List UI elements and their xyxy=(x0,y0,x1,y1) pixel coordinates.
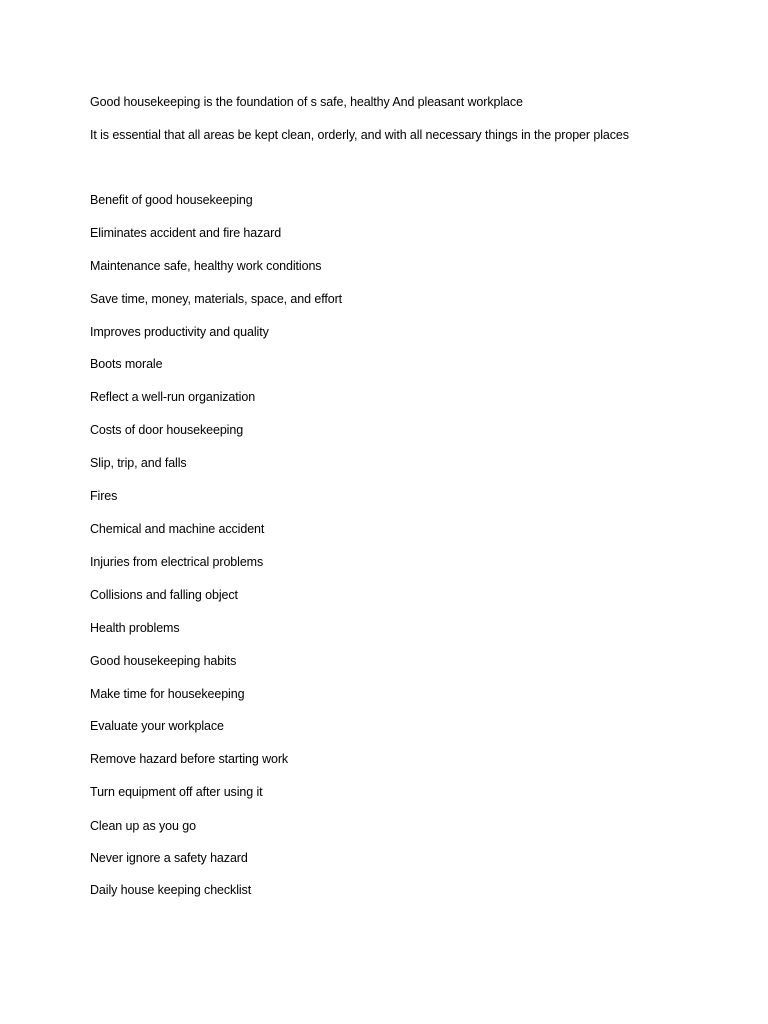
list-item: Collisions and falling object xyxy=(90,588,238,602)
list-item: Reflect a well-run organization xyxy=(90,390,256,404)
list-item: Save time, money, materials, space, and effort xyxy=(90,292,343,306)
list-item: Chemical and machine accident xyxy=(90,522,265,536)
list-item: Slip, trip, and falls xyxy=(90,456,187,470)
list-item: Improves productivity and quality xyxy=(90,325,269,339)
section-heading: Good housekeeping habits xyxy=(90,654,237,668)
section-heading: Costs of door housekeeping xyxy=(90,423,244,437)
list-item: Health problems xyxy=(90,621,180,635)
list-item: Injuries from electrical problems xyxy=(90,555,264,569)
list-item: Evaluate your workplace xyxy=(90,719,224,733)
intro-line: Good housekeeping is the foundation of s safe, healthy And pleasant workplace xyxy=(90,95,523,109)
section-heading: Daily house keeping checklist xyxy=(90,883,252,897)
list-item: Clean up as you go xyxy=(90,819,196,833)
list-item: Never ignore a safety hazard xyxy=(90,851,248,865)
list-item: Maintenance safe, healthy work conditions xyxy=(90,259,322,273)
list-item: Eliminates accident and fire hazard xyxy=(90,226,282,240)
list-item: Turn equipment off after using it xyxy=(90,785,263,799)
list-item: Remove hazard before starting work xyxy=(90,752,289,766)
list-item: Make time for housekeeping xyxy=(90,687,245,701)
section-heading: Benefit of good housekeeping xyxy=(90,193,253,207)
intro-line: It is essential that all areas be kept clean, orderly, and with all necessary things in the proper places xyxy=(90,128,629,142)
list-item: Fires xyxy=(90,489,118,503)
list-item: Boots morale xyxy=(90,357,163,371)
